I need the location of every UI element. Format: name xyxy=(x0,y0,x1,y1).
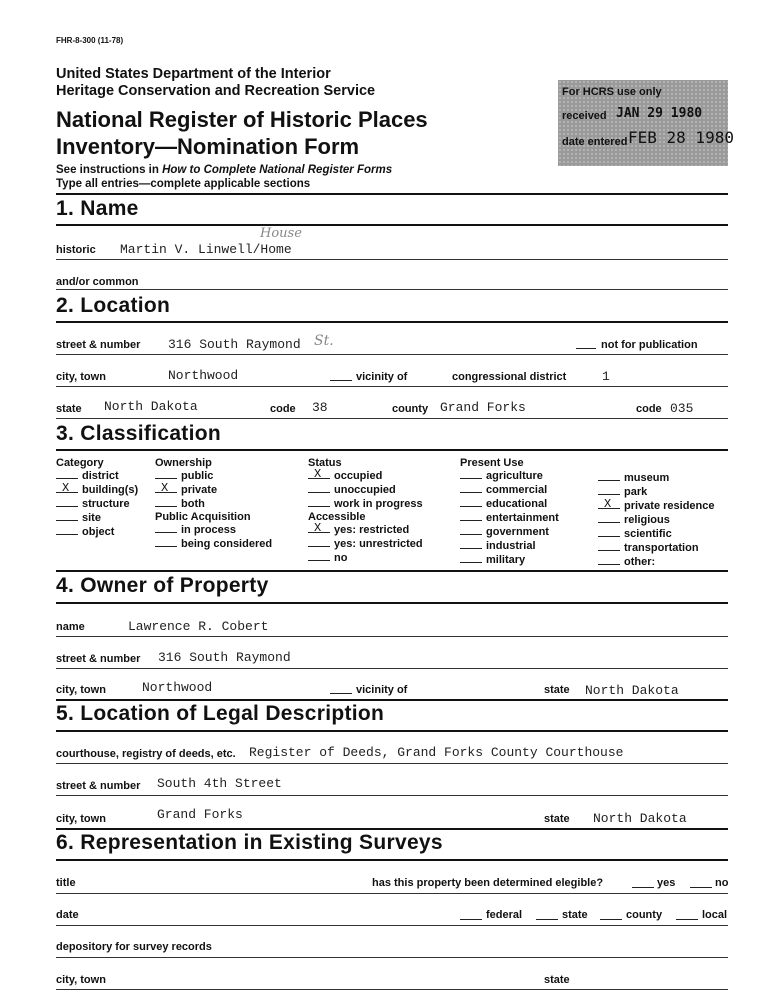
local-option-label: local xyxy=(702,909,728,921)
checkbox-blank[interactable] xyxy=(460,483,482,493)
owner-name-value[interactable]: Lawrence R. Cobert xyxy=(128,619,269,634)
checkbox-blank[interactable] xyxy=(155,497,177,507)
historic-label: historic xyxy=(56,244,96,256)
eligible-question: has this property been determined elegible? xyxy=(372,877,604,889)
section1-heading: 1. Name xyxy=(56,197,139,220)
common-name-line xyxy=(56,289,728,290)
survey-state-label: state xyxy=(544,974,570,986)
state-line xyxy=(56,418,728,419)
section4-bottom-rule xyxy=(56,699,728,701)
received-label: received xyxy=(562,110,607,122)
ownership-column xyxy=(155,457,272,551)
courthouse-label: courthouse, registry of deeds, etc. xyxy=(56,748,236,760)
owner-vicinity-blank[interactable] xyxy=(330,693,352,694)
checkbox-blank[interactable]: X xyxy=(598,499,620,509)
present-use-item[interactable]: industrial xyxy=(460,539,559,553)
present-use-item[interactable]: entertainment xyxy=(460,511,559,525)
checkbox-blank[interactable] xyxy=(598,541,620,551)
checkbox-blank[interactable] xyxy=(155,537,177,547)
owner-name-label: name xyxy=(56,621,85,633)
present-use-item[interactable]: agriculture xyxy=(460,469,559,483)
checkbox-blank[interactable] xyxy=(460,497,482,507)
checkbox-blank[interactable]: X xyxy=(155,483,177,493)
present-use-column-2 xyxy=(598,471,715,569)
ownership-item[interactable]: X private xyxy=(155,483,272,497)
historic-name-value[interactable]: Martin V. Linwell/Home xyxy=(120,242,292,257)
category-title: Category xyxy=(56,457,104,469)
owner-name-line xyxy=(56,636,728,637)
section1-heading-rule xyxy=(56,224,728,226)
checkbox-blank[interactable] xyxy=(598,527,620,537)
present-use-item[interactable]: park xyxy=(598,485,715,499)
checkbox-blank[interactable] xyxy=(56,525,78,535)
present-use-item[interactable]: educational xyxy=(460,497,559,511)
instructions-line1 xyxy=(56,164,392,176)
checkbox-blank[interactable] xyxy=(460,511,482,521)
ownership-item[interactable]: both xyxy=(155,497,272,511)
owner-street-label: street & number xyxy=(56,653,141,665)
street-line xyxy=(56,354,728,355)
category-item[interactable]: district xyxy=(56,469,138,483)
eligible-yes-label: yes xyxy=(657,877,676,889)
ownership-title: Ownership xyxy=(155,457,212,469)
instructions-title: How to Complete National Register Forms xyxy=(162,164,393,176)
present-use-column xyxy=(460,457,559,567)
present-use-item[interactable]: military xyxy=(460,553,559,567)
courthouse-value[interactable]: Register of Deeds, Grand Forks County Courthouse xyxy=(249,745,624,760)
common-name-label: and/or common xyxy=(56,276,139,288)
checkbox-blank[interactable] xyxy=(598,471,620,481)
section4-heading-rule xyxy=(56,602,728,604)
date-entered-label: date entered xyxy=(562,136,628,148)
checkbox-blank[interactable] xyxy=(308,551,330,561)
eligible-yes-blank[interactable] xyxy=(632,887,654,888)
eligible-no-label: no xyxy=(715,877,729,889)
congressional-district-label: congressional district xyxy=(452,371,567,383)
legal-street-label: street & number xyxy=(56,780,141,792)
status-item[interactable]: unoccupied xyxy=(308,483,423,497)
legal-state-label: state xyxy=(544,813,570,825)
acquisition-item[interactable]: being considered xyxy=(155,537,272,551)
received-date-stamp: JAN 29 1980 xyxy=(616,106,703,121)
category-item[interactable]: structure xyxy=(56,497,138,511)
present-use-item[interactable]: government xyxy=(460,525,559,539)
county-code-label: code xyxy=(636,403,662,415)
survey-city-line xyxy=(56,989,728,990)
checkbox-blank[interactable] xyxy=(460,539,482,549)
form-title-line2: Inventory—Nomination Form xyxy=(56,134,360,159)
survey-state-option-label: state xyxy=(562,909,588,921)
county-blank[interactable] xyxy=(600,919,622,920)
survey-date-label: date xyxy=(56,909,79,921)
legal-street-line xyxy=(56,795,728,796)
survey-title-line xyxy=(56,893,728,894)
present-use-item[interactable]: X private residence xyxy=(598,499,715,513)
ownership-item[interactable]: public xyxy=(155,469,272,483)
checkbox-blank[interactable] xyxy=(308,497,330,507)
not-for-publication-label: not for publication xyxy=(601,339,698,351)
form-title-line1: National Register of Historic Places xyxy=(56,107,428,132)
checkbox-blank[interactable]: X xyxy=(308,523,330,533)
owner-city-label: city, town xyxy=(56,684,106,696)
category-item[interactable]: site xyxy=(56,511,138,525)
eligible-no-blank[interactable] xyxy=(690,887,712,888)
present-use-title: Present Use xyxy=(460,457,524,469)
checkbox-blank[interactable] xyxy=(308,537,330,547)
not-for-publication-blank[interactable] xyxy=(576,348,596,349)
checkbox-blank[interactable] xyxy=(155,469,177,479)
section1-top-rule xyxy=(56,193,728,195)
public-acquisition-title: Public Acquisition xyxy=(155,511,251,523)
owner-state-value[interactable]: North Dakota xyxy=(585,683,679,698)
depository-label: depository for survey records xyxy=(56,941,212,953)
section2-heading-rule xyxy=(56,321,728,323)
present-use-item[interactable]: transportation xyxy=(598,541,715,555)
section4-heading: 4. Owner of Property xyxy=(56,574,269,597)
instructions-prefix: See instructions in xyxy=(56,164,163,176)
state-value[interactable]: North Dakota xyxy=(104,399,198,414)
county-code-value[interactable]: 035 xyxy=(670,401,694,416)
service-name: Heritage Conservation and Recreation Service xyxy=(56,83,376,99)
status-title: Status xyxy=(308,457,342,469)
present-use-item[interactable]: museum xyxy=(598,471,715,485)
checkbox-blank[interactable]: X xyxy=(56,483,78,493)
section2-heading: 2. Location xyxy=(56,294,171,317)
county-label: county xyxy=(392,403,429,415)
present-use-item[interactable]: other: xyxy=(598,555,715,569)
historic-handwritten-note: House xyxy=(260,226,302,241)
hcrs-use-only: For HCRS use only xyxy=(562,86,662,98)
street-number-label: street & number xyxy=(56,339,141,351)
survey-city-label: city, town xyxy=(56,974,106,986)
hcrs-stamp-box xyxy=(558,80,734,166)
local-blank[interactable] xyxy=(676,919,698,920)
present-use-item[interactable]: commercial xyxy=(460,483,559,497)
legal-state-value[interactable]: North Dakota xyxy=(593,811,687,826)
date-entered-stamp: FEB 28 1980 xyxy=(628,128,734,147)
vicinity-blank[interactable] xyxy=(330,380,352,381)
section3-heading-rule xyxy=(56,449,728,451)
checkbox-blank[interactable] xyxy=(460,525,482,535)
form-id: FHR-8-300 (11-78) xyxy=(56,36,124,45)
instructions-line2: Type all entries—complete applicable sections xyxy=(56,178,311,190)
checkbox-blank[interactable] xyxy=(56,511,78,521)
checkbox-blank[interactable] xyxy=(598,513,620,523)
section5-heading-rule xyxy=(56,730,728,732)
city-town-value[interactable]: Northwood xyxy=(168,368,239,383)
survey-title-label: title xyxy=(56,877,76,889)
vicinity-label: vicinity of xyxy=(356,371,408,383)
congressional-district-value[interactable]: 1 xyxy=(602,369,610,384)
survey-date-line xyxy=(56,925,728,926)
status-item[interactable]: work in progress xyxy=(308,497,423,511)
accessible-item[interactable]: X yes: restricted xyxy=(308,523,423,537)
city-line xyxy=(56,386,728,387)
section6-heading: 6. Representation in Existing Surveys xyxy=(56,831,443,854)
category-column xyxy=(56,457,138,539)
accessible-title: Accessible xyxy=(308,511,366,523)
department-name: United States Department of the Interior xyxy=(56,66,331,82)
courthouse-line xyxy=(56,763,728,764)
street-number-value[interactable]: 316 South Raymond xyxy=(168,337,301,352)
depository-line xyxy=(56,957,728,958)
section4-top-rule xyxy=(56,570,728,572)
checkbox-blank[interactable]: X xyxy=(308,469,330,479)
status-item[interactable]: X occupied xyxy=(308,469,423,483)
federal-blank[interactable] xyxy=(460,919,482,920)
state-code-value[interactable]: 38 xyxy=(312,400,328,415)
historic-line xyxy=(56,259,728,260)
legal-city-label: city, town xyxy=(56,813,106,825)
status-column xyxy=(308,457,423,565)
checkbox-blank[interactable] xyxy=(155,523,177,533)
checkbox-blank[interactable] xyxy=(460,553,482,563)
legal-street-value[interactable]: South 4th Street xyxy=(157,776,282,791)
category-item[interactable]: X building(s) xyxy=(56,483,138,497)
owner-state-label: state xyxy=(544,684,570,696)
checkbox-blank[interactable] xyxy=(308,483,330,493)
section5-heading: 5. Location of Legal Description xyxy=(56,702,385,725)
state-label: state xyxy=(56,403,82,415)
federal-label: federal xyxy=(486,909,523,921)
checkbox-blank[interactable] xyxy=(460,469,482,479)
category-item[interactable]: object xyxy=(56,525,138,539)
state-blank[interactable] xyxy=(536,919,558,920)
checkbox-blank[interactable] xyxy=(598,555,620,565)
section6-heading-rule xyxy=(56,859,728,861)
legal-city-value[interactable]: Grand Forks xyxy=(157,807,243,822)
owner-street-line xyxy=(56,668,728,669)
county-option-label: county xyxy=(626,909,663,921)
owner-vicinity-label: vicinity of xyxy=(356,684,408,696)
county-value[interactable]: Grand Forks xyxy=(440,400,526,415)
accessible-item[interactable]: yes: unrestricted xyxy=(308,537,423,551)
section3-heading: 3. Classification xyxy=(56,422,221,445)
accessible-item[interactable]: no xyxy=(308,551,423,565)
checkbox-blank[interactable] xyxy=(56,497,78,507)
checkbox-blank[interactable] xyxy=(598,485,620,495)
state-code-label: code xyxy=(270,403,296,415)
present-use-item[interactable]: religious xyxy=(598,513,715,527)
present-use-item[interactable]: scientific xyxy=(598,527,715,541)
street-handwritten-note: St. xyxy=(314,333,334,349)
city-town-label: city, town xyxy=(56,371,106,383)
owner-street-value[interactable]: 316 South Raymond xyxy=(158,650,291,665)
section5-bottom-rule xyxy=(56,828,728,830)
checkbox-blank[interactable] xyxy=(56,469,78,479)
owner-city-value[interactable]: Northwood xyxy=(142,680,213,695)
acquisition-item[interactable]: in process xyxy=(155,523,272,537)
